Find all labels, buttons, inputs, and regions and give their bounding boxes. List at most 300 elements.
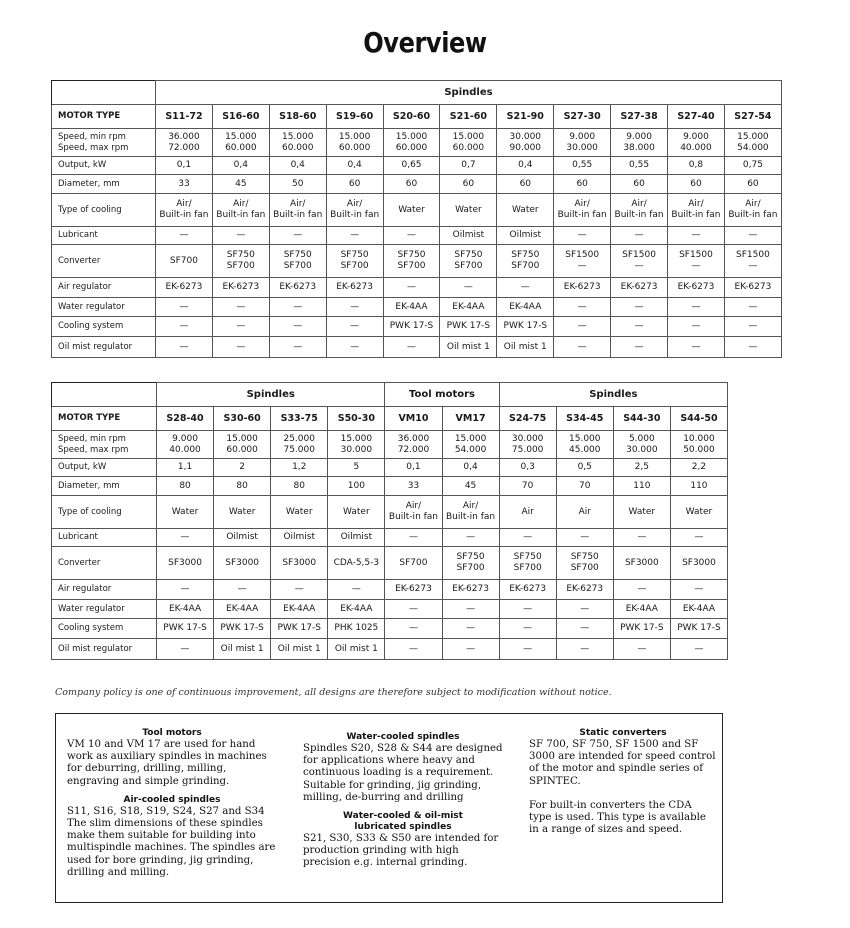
cell-line: 0,4	[463, 462, 478, 472]
row-label-line: Cooling system	[58, 321, 124, 331]
table-cell	[328, 496, 385, 529]
cell-line: 15.000	[569, 433, 601, 444]
cell-line: —	[748, 261, 758, 271]
table-cell	[326, 317, 383, 337]
water-oil-mist-heading	[303, 811, 503, 833]
table-cell	[670, 547, 727, 580]
cell-line: Air	[578, 506, 591, 517]
cell-line: —	[466, 603, 476, 614]
motor-type-label: MOTOR TYPE	[52, 407, 157, 431]
cell-line: 15.000	[395, 131, 428, 142]
cell-line: 60	[348, 178, 361, 189]
cell-line: Oil mist 1	[334, 643, 378, 654]
table-cell	[499, 529, 556, 547]
cell-line: —	[466, 643, 476, 654]
cell-line: —	[523, 603, 533, 614]
table-cell	[269, 194, 326, 227]
table-cell	[385, 529, 442, 547]
cell-line: SF1500	[736, 250, 770, 260]
cell-line: EK-6273	[563, 282, 601, 292]
column-header: VM10	[385, 407, 442, 431]
table-cell	[499, 600, 556, 619]
table-cell	[613, 496, 670, 529]
cell-line: Built-in fan	[446, 512, 496, 522]
row-label	[52, 337, 156, 358]
table-cell	[497, 157, 554, 175]
cell-line: —	[179, 301, 189, 312]
cell-line: EK-6273	[620, 282, 658, 292]
row-label-line: Oil mist regulator	[58, 341, 133, 352]
table-cell	[156, 317, 213, 337]
table-cell	[157, 639, 214, 660]
row-label-line: Diameter, mm	[58, 480, 120, 491]
table-cell	[214, 639, 271, 660]
row-label-line: Cooling system	[58, 623, 124, 633]
cell-line: SF700	[513, 563, 542, 573]
table-cell	[554, 129, 611, 157]
cell-line: Built-in fan	[728, 210, 778, 220]
table-cell	[611, 278, 668, 298]
cell-line: PWK 17-S	[446, 321, 491, 331]
cell-line: 80	[293, 480, 305, 491]
row-label	[52, 278, 156, 298]
cell-line: —	[691, 230, 701, 240]
cell-line: PHK 1025	[334, 623, 379, 633]
cell-line: —	[466, 532, 476, 542]
row-label-line: Output, kW	[58, 462, 107, 472]
table-cell	[212, 227, 269, 245]
row-label-line: Speed, max rpm	[58, 142, 129, 153]
cell-line: —	[408, 643, 418, 654]
cell-line: PWK 17-S	[677, 623, 721, 633]
cell-line: —	[691, 261, 701, 271]
table-cell	[497, 194, 554, 227]
table-cell	[269, 227, 326, 245]
cell-line: 15.000	[225, 131, 257, 142]
table-cell	[383, 175, 440, 194]
table-row	[52, 337, 782, 358]
table-row	[52, 459, 728, 477]
cell-line: 72.000	[397, 444, 430, 455]
table-cell	[497, 227, 554, 245]
group-label: Spindles	[157, 383, 385, 407]
cell-line: SF750	[340, 250, 369, 260]
cell-line: 54.000	[454, 444, 487, 455]
cell-line: EK-6273	[395, 584, 432, 594]
table-cell	[214, 600, 271, 619]
cell-line: 60	[405, 178, 418, 189]
cell-line: SF700	[456, 563, 485, 573]
table-cell	[611, 157, 668, 175]
table-cell	[383, 129, 440, 157]
table-cell	[442, 619, 499, 639]
table-cell	[670, 529, 727, 547]
table-cell	[212, 129, 269, 157]
table-cell	[212, 317, 269, 337]
table-cell	[668, 298, 725, 317]
cell-line: 2	[239, 462, 245, 472]
table-cell	[613, 477, 670, 496]
table-cell	[611, 129, 668, 157]
cell-line: —	[408, 532, 418, 542]
cell-line: —	[691, 341, 701, 352]
column-header: S44-30	[613, 407, 670, 431]
table-cell	[556, 431, 613, 459]
cell-line: SF700	[397, 261, 426, 271]
cell-line: —	[637, 584, 647, 594]
table-cell	[668, 129, 725, 157]
cell-line: 9.000	[626, 131, 652, 142]
cell-line: SF700	[283, 261, 312, 271]
cell-line: —	[407, 230, 416, 240]
table-cell	[326, 157, 383, 175]
cell-line: —	[748, 230, 758, 240]
table-cell	[385, 477, 442, 496]
table-cell	[212, 245, 269, 278]
row-label	[52, 317, 156, 337]
cell-line: 0,75	[742, 160, 763, 170]
table-cell	[556, 600, 613, 619]
cell-line: EK-6273	[452, 584, 489, 594]
page-title: Overview	[363, 26, 487, 59]
table-cell	[328, 600, 385, 619]
cell-line: Air/	[462, 501, 479, 511]
row-label-line: Type of cooling	[58, 506, 122, 517]
cell-line: 60.000	[395, 142, 428, 153]
cell-line: SF750	[570, 552, 599, 562]
table-cell	[497, 175, 554, 194]
cell-line: 60.000	[338, 142, 371, 153]
cell-line: —	[748, 301, 758, 312]
cell-line: EK-6273	[734, 282, 772, 292]
cell-line: 2,5	[634, 462, 649, 472]
cell-line: 75.000	[283, 444, 315, 455]
table-cell	[499, 547, 556, 580]
table-cell	[670, 580, 727, 600]
row-label	[52, 459, 157, 477]
cell-line: 0,1	[406, 462, 421, 472]
table-cell	[156, 245, 213, 278]
cell-line: 60	[690, 178, 702, 189]
cell-line: EK-4AA	[625, 603, 658, 614]
cell-line: 110	[633, 480, 651, 491]
cell-line: Built-in fan	[273, 210, 323, 220]
cell-line: 1,2	[292, 462, 307, 472]
table-cell	[156, 298, 213, 317]
cell-line: —	[580, 532, 590, 542]
cell-line: Air/	[176, 199, 192, 209]
cell-line: SF750	[511, 250, 540, 260]
cell-line: 33	[407, 480, 420, 491]
cell-line: 54.000	[737, 142, 769, 153]
cell-line: EK-6273	[165, 282, 203, 292]
column-header: S30-60	[214, 407, 271, 431]
cell-line: —	[179, 230, 189, 240]
cell-line: Water	[685, 506, 713, 517]
cell-line: —	[236, 321, 246, 331]
cell-line: —	[180, 643, 190, 654]
table-cell	[214, 431, 271, 459]
table-cell	[212, 278, 269, 298]
cell-line: SF700	[570, 563, 599, 573]
cell-line: —	[577, 301, 587, 312]
table-cell	[328, 619, 385, 639]
cell-line: —	[294, 584, 304, 594]
cell-line: —	[580, 623, 590, 633]
tool-motors-heading: Tool motors	[142, 728, 202, 738]
cell-line: 9.000	[683, 131, 709, 142]
table-cell	[442, 529, 499, 547]
table-cell	[212, 175, 269, 194]
cell-line: 15.000	[226, 433, 258, 444]
table-cell	[497, 317, 554, 337]
cell-line: PWK 17-S	[503, 321, 548, 331]
table-cell	[497, 278, 554, 298]
cell-line: 30.000	[566, 142, 598, 153]
table-row	[52, 298, 782, 317]
table-row	[52, 431, 728, 459]
table-row	[52, 194, 782, 227]
table-cell	[724, 337, 781, 358]
cell-line: 0,4	[347, 160, 362, 170]
table-cell	[326, 227, 383, 245]
cell-line: 90.000	[509, 142, 542, 153]
table-cell	[554, 194, 611, 227]
water-cooled-text: Spindles S20, S28 & S44 are designed for applications where heavy and continuous loading is a requirement. Suitable for grinding, jig grinding, milling, de-burring and drilling	[303, 743, 503, 803]
row-label-line: Speed, min rpm	[58, 131, 126, 142]
cell-line: 0,8	[688, 160, 704, 170]
table-cell	[326, 337, 383, 358]
table-cell	[157, 547, 214, 580]
table-cell	[724, 129, 781, 157]
table-cell	[497, 337, 554, 358]
table-cell	[157, 459, 214, 477]
table-cell	[611, 227, 668, 245]
table-cell	[556, 580, 613, 600]
cell-line: EK-4AA	[452, 301, 485, 312]
cell-line: EK-4AA	[509, 301, 542, 312]
table-cell	[670, 459, 727, 477]
cell-line: SF1500	[622, 250, 656, 260]
cell-line: 15.000	[340, 433, 373, 444]
cell-line: EK-6273	[336, 282, 374, 292]
cell-line: Water	[171, 506, 199, 517]
table-cell	[668, 194, 725, 227]
column-header: S27-54	[724, 105, 781, 129]
cell-line: EK-4AA	[340, 603, 373, 614]
table-cell	[383, 278, 440, 298]
cell-line: 0,5	[577, 462, 592, 472]
table-cell	[440, 245, 497, 278]
cell-line: —	[694, 643, 704, 654]
cell-line: 70	[579, 480, 591, 491]
table-cell	[156, 227, 213, 245]
cell-line: 9.000	[172, 433, 198, 444]
table-row	[52, 157, 782, 175]
spindle-spec-table-2	[51, 382, 728, 660]
column-header-row	[52, 407, 728, 431]
table-cell	[214, 619, 271, 639]
table-cell	[670, 639, 727, 660]
table-cell	[611, 194, 668, 227]
table-cell	[383, 227, 440, 245]
table-cell	[214, 580, 271, 600]
row-label	[52, 157, 156, 175]
table-cell	[269, 298, 326, 317]
table-row	[52, 278, 782, 298]
cell-line: —	[523, 623, 533, 633]
cell-line: EK-6273	[279, 282, 317, 292]
table-cell	[271, 459, 328, 477]
cell-line: 80	[179, 480, 191, 491]
cell-line: SF700	[454, 261, 483, 271]
cell-line: 40.000	[680, 142, 712, 153]
corner-cell	[52, 81, 156, 105]
table-cell	[440, 278, 497, 298]
table-cell	[499, 431, 556, 459]
cell-line: PWK 17-S	[389, 321, 434, 331]
column-header: S44-50	[670, 407, 727, 431]
cell-line: —	[523, 643, 533, 654]
table-cell	[212, 337, 269, 358]
cell-line: 75.000	[511, 444, 544, 455]
table-cell	[440, 129, 497, 157]
table-cell	[556, 477, 613, 496]
cell-line: EK-4AA	[168, 603, 202, 614]
water-oil-mist-text: S21, S30, S33 & S50 are intended for production grinding with high precision e.g. internal grinding.	[303, 833, 499, 869]
cell-line: PWK 17-S	[163, 623, 207, 633]
cell-line: Air/	[574, 199, 590, 209]
air-cooled-heading: Air-cooled spindles	[123, 794, 221, 805]
table-cell	[440, 227, 497, 245]
cell-line: 80	[236, 480, 248, 491]
table-cell	[156, 337, 213, 358]
cell-line: —	[350, 230, 360, 240]
cell-line: 60.000	[225, 142, 257, 153]
cell-line: 50.000	[683, 444, 715, 455]
column-header: S28-40	[157, 407, 214, 431]
cell-line: —	[179, 321, 189, 331]
cell-line: —	[691, 321, 701, 331]
table-cell	[442, 600, 499, 619]
table-cell	[670, 619, 727, 639]
cell-line: Oilmist	[509, 230, 542, 240]
cell-line: 0,4	[290, 160, 305, 170]
static-converters-text: SF 700, SF 750, SF 1500 and SF 3000 are intended for speed control of the motor and spindle series of SPINTEC.	[529, 739, 716, 787]
cell-line: PWK 17-S	[620, 623, 664, 633]
table-cell	[724, 227, 781, 245]
cell-line: PWK 17-S	[220, 623, 264, 633]
table-cell	[157, 619, 214, 639]
table-cell	[326, 278, 383, 298]
table-cell	[269, 129, 326, 157]
cell-line: 45.000	[569, 444, 601, 455]
table-cell	[611, 298, 668, 317]
table-cell	[383, 157, 440, 175]
table-cell	[157, 580, 214, 600]
cell-line: SF3000	[225, 557, 260, 568]
table-cell	[157, 431, 214, 459]
cell-line: —	[463, 282, 473, 292]
table-cell	[383, 245, 440, 278]
cell-line: 15.000	[452, 131, 485, 142]
table-cell	[499, 580, 556, 600]
table-row	[52, 477, 728, 496]
cell-line: —	[180, 584, 190, 594]
table-cell	[328, 431, 385, 459]
table-cell	[613, 600, 670, 619]
table-cell	[269, 175, 326, 194]
table-cell	[497, 245, 554, 278]
column-header: S21-90	[497, 105, 554, 129]
table-cell	[670, 477, 727, 496]
cell-line: EK-6273	[222, 282, 260, 292]
table-cell	[613, 639, 670, 660]
column-header: VM17	[442, 407, 499, 431]
cell-line: Air/	[405, 501, 422, 511]
cell-line: —	[179, 341, 189, 352]
cell-line: —	[236, 301, 246, 312]
table-cell	[271, 477, 328, 496]
table-cell	[385, 431, 442, 459]
cell-line: Built-in fan	[159, 210, 209, 220]
table-cell	[383, 298, 440, 317]
cell-line: 0,55	[629, 160, 650, 170]
motor-type-label: MOTOR TYPE	[52, 105, 156, 129]
cell-line: Built-in fan	[557, 210, 607, 220]
table-cell	[670, 431, 727, 459]
cell-line: —	[520, 282, 530, 292]
table-cell	[271, 431, 328, 459]
table-cell	[385, 619, 442, 639]
column-header: S27-40	[668, 105, 725, 129]
cell-line: —	[180, 532, 190, 542]
cell-line: 30.000	[509, 131, 542, 142]
table-cell	[442, 459, 499, 477]
cell-line: 30.000	[511, 433, 544, 444]
cell-line: 60	[747, 178, 759, 189]
table-cell	[724, 175, 781, 194]
cell-line: —	[350, 321, 360, 331]
cell-line: EK-4AA	[226, 603, 259, 614]
column-header: S16-60	[212, 105, 269, 129]
cell-line: —	[237, 584, 247, 594]
cell-line: Water	[511, 204, 539, 215]
air-cooled-text: S11, S16, S18, S19, S24, S27 and S34 The slim dimensions of these spindles make them suitable for building into multispindle machines. The spindles are used for bore grinding, jig grinding, drilling and milling.	[67, 805, 276, 878]
cell-line: —	[634, 341, 644, 352]
cell-line: SF750	[513, 552, 542, 562]
table-row	[52, 547, 728, 580]
table-cell	[724, 194, 781, 227]
table-cell	[440, 317, 497, 337]
cell-line: Air/	[346, 199, 363, 209]
tool-motors-text: VM 10 and VM 17 are used for hand work as auxiliary spindles in machines for deburring, drilling, milling, engraving and simple grinding.	[67, 739, 267, 787]
row-label	[52, 529, 157, 547]
cell-line: Oilmist	[283, 532, 316, 542]
cell-line: Water	[455, 204, 482, 215]
table-cell	[499, 459, 556, 477]
cell-line: 0,1	[176, 160, 192, 170]
cell-line: 70	[521, 480, 534, 491]
row-label	[52, 496, 157, 529]
cell-line: 36.000	[397, 433, 430, 444]
row-label-line: Water regulator	[58, 603, 125, 614]
table-cell	[670, 600, 727, 619]
cell-line: 45	[464, 480, 477, 491]
cell-line: SF700	[340, 261, 369, 271]
cell-line: Air/	[745, 199, 761, 209]
table-cell	[613, 529, 670, 547]
